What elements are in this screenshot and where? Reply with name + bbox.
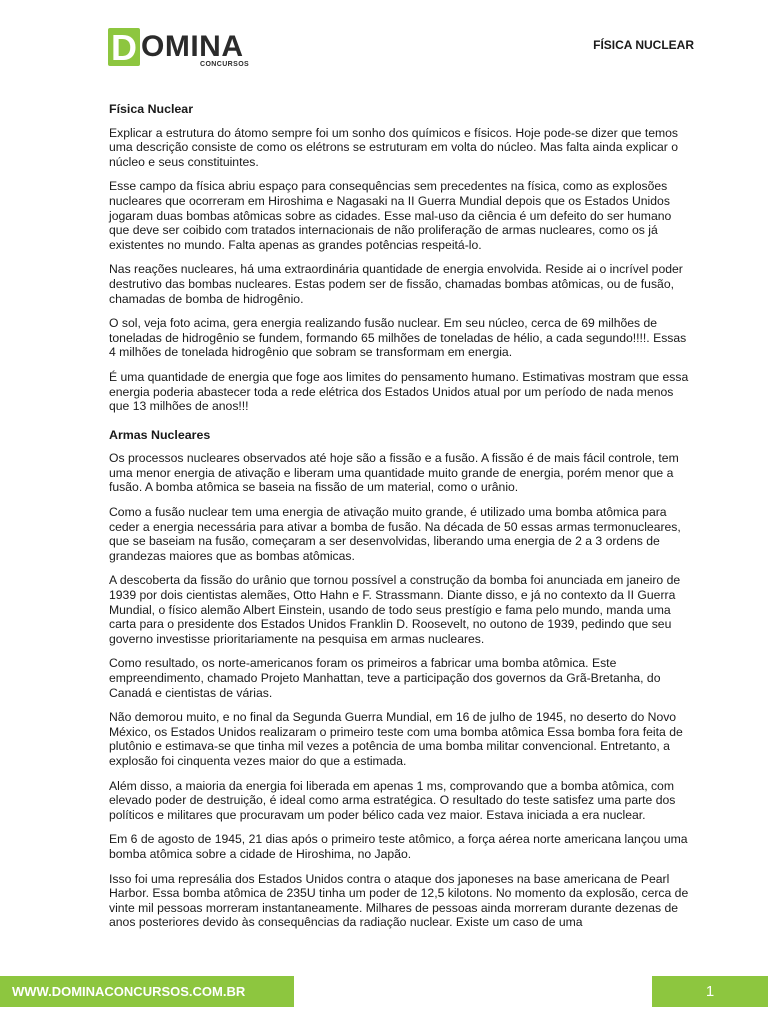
header-title: FÍSICA NUCLEAR bbox=[593, 38, 694, 52]
section-heading-fisica-nuclear: Física Nuclear bbox=[109, 102, 194, 116]
paragraph: Esse campo da física abriu espaço para consequências sem precedentes na física, como as explosões nucleares que ocorreram em Hiroshima e Nagasaki na II Guerra Mundial depois que os Estados Unidos jogaram duas bombas atômicas sobre as cidades. Esse mal-uso da ciência é um defeito do ser humano que deve ser coibido com tratados internacionais de não proliferação de armas nucleares, como os já existentes no mundo. Falta apenas as grandes potências respeitá-lo. bbox=[109, 179, 672, 252]
paragraph: O sol, veja foto acima, gera energia realizando fusão nuclear. Em seu núcleo, cerca de 69 milhões de toneladas de hidrogênio se fundem, formando 65 milhões de toneladas de hélio, a cada segundo!!!!. Essas 4 milhões de tonelada hidrogênio que sobram se transformam em energia. bbox=[109, 316, 687, 360]
paragraph: Em 6 de agosto de 1945, 21 dias após o primeiro teste atômico, a força aérea norte americana lançou uma bomba atômica sobre a cidade de Hiroshima, no Japão. bbox=[109, 832, 688, 861]
paragraph: É uma quantidade de energia que foge aos limites do pensamento humano. Estimativas mostram que essa energia poderia abastecer toda a rede elétrica dos Estados Unidos atual por um período de nada menos que 13 milhões de anos!!! bbox=[109, 369, 689, 414]
paragraph: Não demorou muito, e no final da Segunda Guerra Mundial, em 16 de julho de 1945, no deserto do Novo México, os Estados Unidos realizaram o primeiro teste com uma bomba atômica Essa bomba fora feita de plutônio e estimava-se que tinha mil vezes a potência de uma bomba militar convencional. Entretanto, a explosão foi cinquenta vezes maior do que a estimada. bbox=[109, 710, 683, 768]
section-heading-armas-nucleares: Armas Nucleares bbox=[109, 427, 211, 442]
paragraph: Isso foi uma represália dos Estados Unidos contra o ataque dos japoneses na base americana de Pearl Harbor. Essa bomba atômica de 235U tinha um poder de 12,5 kilotons. No momento da explosão, cerca de vinte mil pessoas morreram instantaneamente. Milhares de pessoas ainda morreram durante dezenas de anos posteriores devido às consequências da radiação nuclear. Existe um caso de uma bbox=[109, 871, 689, 930]
paragraph: Como a fusão nuclear tem uma energia de ativação muito grande, é utilizado uma bomba atômica para ceder a energia necessária para ativar a bomba de fusão. Na década de 50 essas armas termonucleares, que se baseiam na fusão, começaram a ser desenvolvidas, liberando uma energia de 2 a 3 ordens de grandezas maiores que as bombas atômicas. bbox=[109, 505, 681, 563]
paragraph: A descoberta da fissão do urânio que tornou possível a construção da bomba foi anunciada em janeiro de 1939 por dois cientistas alemães, Otto Hahn e F. Strassmann. Diante disso, e já no contexto da II Guerra Mundial, o físico alemão Albert Einstein, usando de todo seus prestígio e fama pelo mundo, manda uma carta para o presidente dos Estados Unidos Franklin D. Roosevelt, no outono de 1939, pedindo que seu governo investisse prioritariamente na pesquisa em armas nucleares. bbox=[109, 573, 681, 646]
paragraph: Nas reações nucleares, há uma extraordinária quantidade de energia envolvida. Reside ai o incrível poder destrutivo das bombas nucleares. Estas podem ser de fissão, chamadas bombas atômicas, ou de fusão, chamadas de bomba de hidrogênio. bbox=[109, 262, 683, 306]
document-body bbox=[109, 102, 691, 940]
paragraph: Os processos nucleares observados até hoje são a fissão e a fusão. A fissão é de mais fácil controle, tem uma menor energia de ativação e liberam uma quantidade muito grande de energia, porém menor que a fusão. A bomba atômica se baseia na fissão de um material, como o urânio. bbox=[109, 451, 679, 495]
logo bbox=[108, 28, 248, 72]
logo-subtitle: CONCURSOS bbox=[200, 61, 250, 68]
logo-mark: D bbox=[108, 28, 140, 66]
paragraph: Além disso, a maioria da energia foi liberada em apenas 1 ms, comprovando que a bomba atômica, com elevado poder de destruição, é ideal como arma estratégica. O resultado do teste satisfez uma parte dos políticos e militares que procuravam um poder bélico cada vez maior. Estava iniciada a era nuclear. bbox=[109, 778, 676, 822]
paragraph: Explicar a estrutura do átomo sempre foi um sonho dos químicos e físicos. Hoje pode-se dizer que temos uma descrição consiste de como os elétrons se estruturam em volta do núcleo. Mas falta ainda explicar o núcleo e seus constituintes. bbox=[109, 125, 679, 169]
page-number: 1 bbox=[652, 976, 768, 1007]
footer-website-link[interactable]: WWW.DOMINACONCURSOS.COM.BR bbox=[0, 976, 294, 1007]
paragraph: Como resultado, os norte-americanos foram os primeiros a fabricar uma bomba atômica. Este empreendimento, chamado Projeto Manhattan, teve a participação dos governos da Grã-Bretanha, do Canadá e cientistas de várias. bbox=[109, 656, 661, 700]
logo-word: OMINA bbox=[141, 30, 244, 63]
